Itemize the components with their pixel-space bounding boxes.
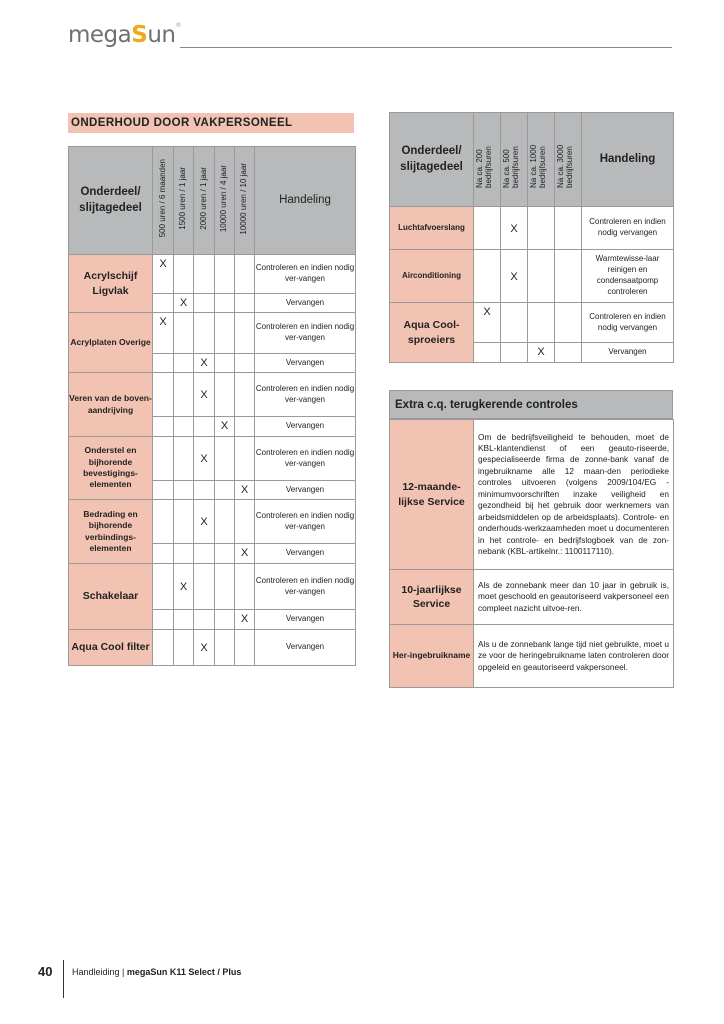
mark-cell: X	[215, 417, 235, 437]
maintenance-table	[68, 146, 356, 666]
action-cell: Controleren en indien nodig ver-vangen	[255, 437, 356, 481]
action-cell: Controleren en indien nodig ver-vangen	[255, 564, 356, 610]
part-name: Bedrading en bijhorende verbindings-elementen	[69, 500, 153, 564]
mark-cell: X	[194, 437, 215, 481]
action-cell: Controleren en indien nodig vervangen	[582, 207, 674, 250]
footer-text	[72, 967, 241, 977]
interval-header: Na ca. 200 bedrijfsuren	[474, 113, 501, 207]
mark-cell: X	[153, 313, 174, 354]
extra-controls-table	[389, 419, 674, 688]
service-description: Als de zonnebank meer dan 10 jaar in gebruik is, moet geschoold en geautoriseerd vakpersoneel een compleet nazicht uitvoe-ren.	[474, 570, 674, 625]
action-cell: Warmtewisse-laar reinigen en condensaatpomp controleren	[582, 250, 674, 303]
interval-header: 10000 uren / 10 jaar	[235, 147, 255, 255]
mark-cell: X	[153, 255, 174, 294]
logo-registered-mark: ®	[175, 22, 181, 29]
extra-controls-title: Extra c.q. terugkerende controles	[389, 390, 673, 419]
mark-cell: X	[235, 481, 255, 500]
action-cell: Controleren en indien nodig ver-vangen	[255, 313, 356, 354]
mark-cell: X	[235, 544, 255, 564]
action-cell: Vervangen	[582, 343, 674, 363]
action-cell: Vervangen	[255, 630, 356, 666]
interval-header: 10000 uren / 4 jaar	[215, 147, 235, 255]
service-description: Om de bedrijfsveiligheid te behouden, moet de KBL-klantendienst of een geauto-riseerde, gespecialiseerde firma de zonne-bank vanaf de ingebruikname alle 12 maan-den periodieke controles uitvoeren (volgens 2009/104/EG - minimumvoorschriften inzake veiligheid en gezondheid bij het gebruik door werknemers van arbeidsmiddelen op de arbeidsplaats). Controle- en onderhouds-werkzaamheden moet u documenteren in het controle- en bedrijfslogboek van de zon-nebank (KBL-artikelnr.: 1100117110).	[474, 420, 674, 570]
action-cell: Controleren en indien nodig ver-vangen	[255, 373, 356, 417]
interval-header: Na ca. 3000 bedrijfsuren	[555, 113, 582, 207]
part-name: Veren van de boven-aandrijving	[69, 373, 153, 437]
logo-suffix: un	[147, 22, 176, 48]
action-cell: Controleren en indien nodig ver-vangen	[255, 255, 356, 294]
mark-cell: X	[235, 610, 255, 630]
part-header: Onderdeel/ slijtagedeel	[390, 113, 474, 207]
logo	[68, 22, 181, 48]
interval-header: 1500 uren / 1 jaar	[174, 147, 194, 255]
part-name: Aqua Cool-sproeiers	[390, 303, 474, 363]
mark-cell: X	[194, 630, 215, 666]
service-description: Als u de zonnebank lange tijd niet gebruikte, moet u ze voor de heringebruikname laten controleren door opgeleid en geautoriseerd vakpersoneel.	[474, 625, 674, 688]
action-header: Handeling	[582, 113, 674, 207]
action-cell: Controleren en indien nodig ver-vangen	[255, 500, 356, 544]
footer-prefix: Handleiding |	[72, 967, 127, 977]
header-rule	[180, 47, 672, 48]
part-name: Onderstel en bijhorende bevestigings-elementen	[69, 437, 153, 500]
mark-cell: X	[174, 294, 194, 313]
mark-cell: X	[474, 303, 501, 343]
mark-cell: X	[501, 207, 528, 250]
interval-header: 500 uren / 6 maanden	[153, 147, 174, 255]
mark-cell: X	[194, 373, 215, 417]
mark-cell: X	[501, 250, 528, 303]
logo-accent: S	[131, 22, 148, 48]
action-cell: Vervangen	[255, 354, 356, 373]
logo-prefix: mega	[68, 22, 132, 48]
interval-header: 2000 uren / 1 jaar	[194, 147, 215, 255]
mark-cell: X	[174, 564, 194, 610]
action-cell: Vervangen	[255, 544, 356, 564]
part-name: Aqua Cool filter	[69, 630, 153, 666]
mark-cell: X	[528, 343, 555, 363]
action-header: Handeling	[255, 147, 356, 255]
service-label: 12-maande-lijkse Service	[390, 420, 474, 570]
footer-divider	[63, 960, 64, 998]
interval-header: Na ca. 500 bedrijfsuren	[501, 113, 528, 207]
section-title: ONDERHOUD DOOR VAKPERSONEEL	[68, 113, 354, 133]
interval-table	[389, 112, 674, 363]
footer-product: megaSun K11 Select / Plus	[126, 967, 242, 977]
action-cell: Vervangen	[255, 610, 356, 630]
part-name: Acrylplaten Overige	[69, 313, 153, 373]
action-cell: Controleren en indien nodig vervangen	[582, 303, 674, 343]
page-number: 40	[38, 964, 53, 979]
service-label: Her-ingebruikname	[390, 625, 474, 688]
part-name: Luchtafvoerslang	[390, 207, 474, 250]
mark-cell: X	[194, 500, 215, 544]
part-header: Onderdeel/ slijtagedeel	[69, 147, 153, 255]
service-label: 10-jaarlijkse Service	[390, 570, 474, 625]
action-cell: Vervangen	[255, 417, 356, 437]
action-cell: Vervangen	[255, 481, 356, 500]
part-name: Schakelaar	[69, 564, 153, 630]
part-name: Airconditioning	[390, 250, 474, 303]
mark-cell: X	[194, 354, 215, 373]
interval-header: Na ca. 1000 bedrijfsuren	[528, 113, 555, 207]
part-name: Acrylschijf Ligvlak	[69, 255, 153, 313]
action-cell: Vervangen	[255, 294, 356, 313]
